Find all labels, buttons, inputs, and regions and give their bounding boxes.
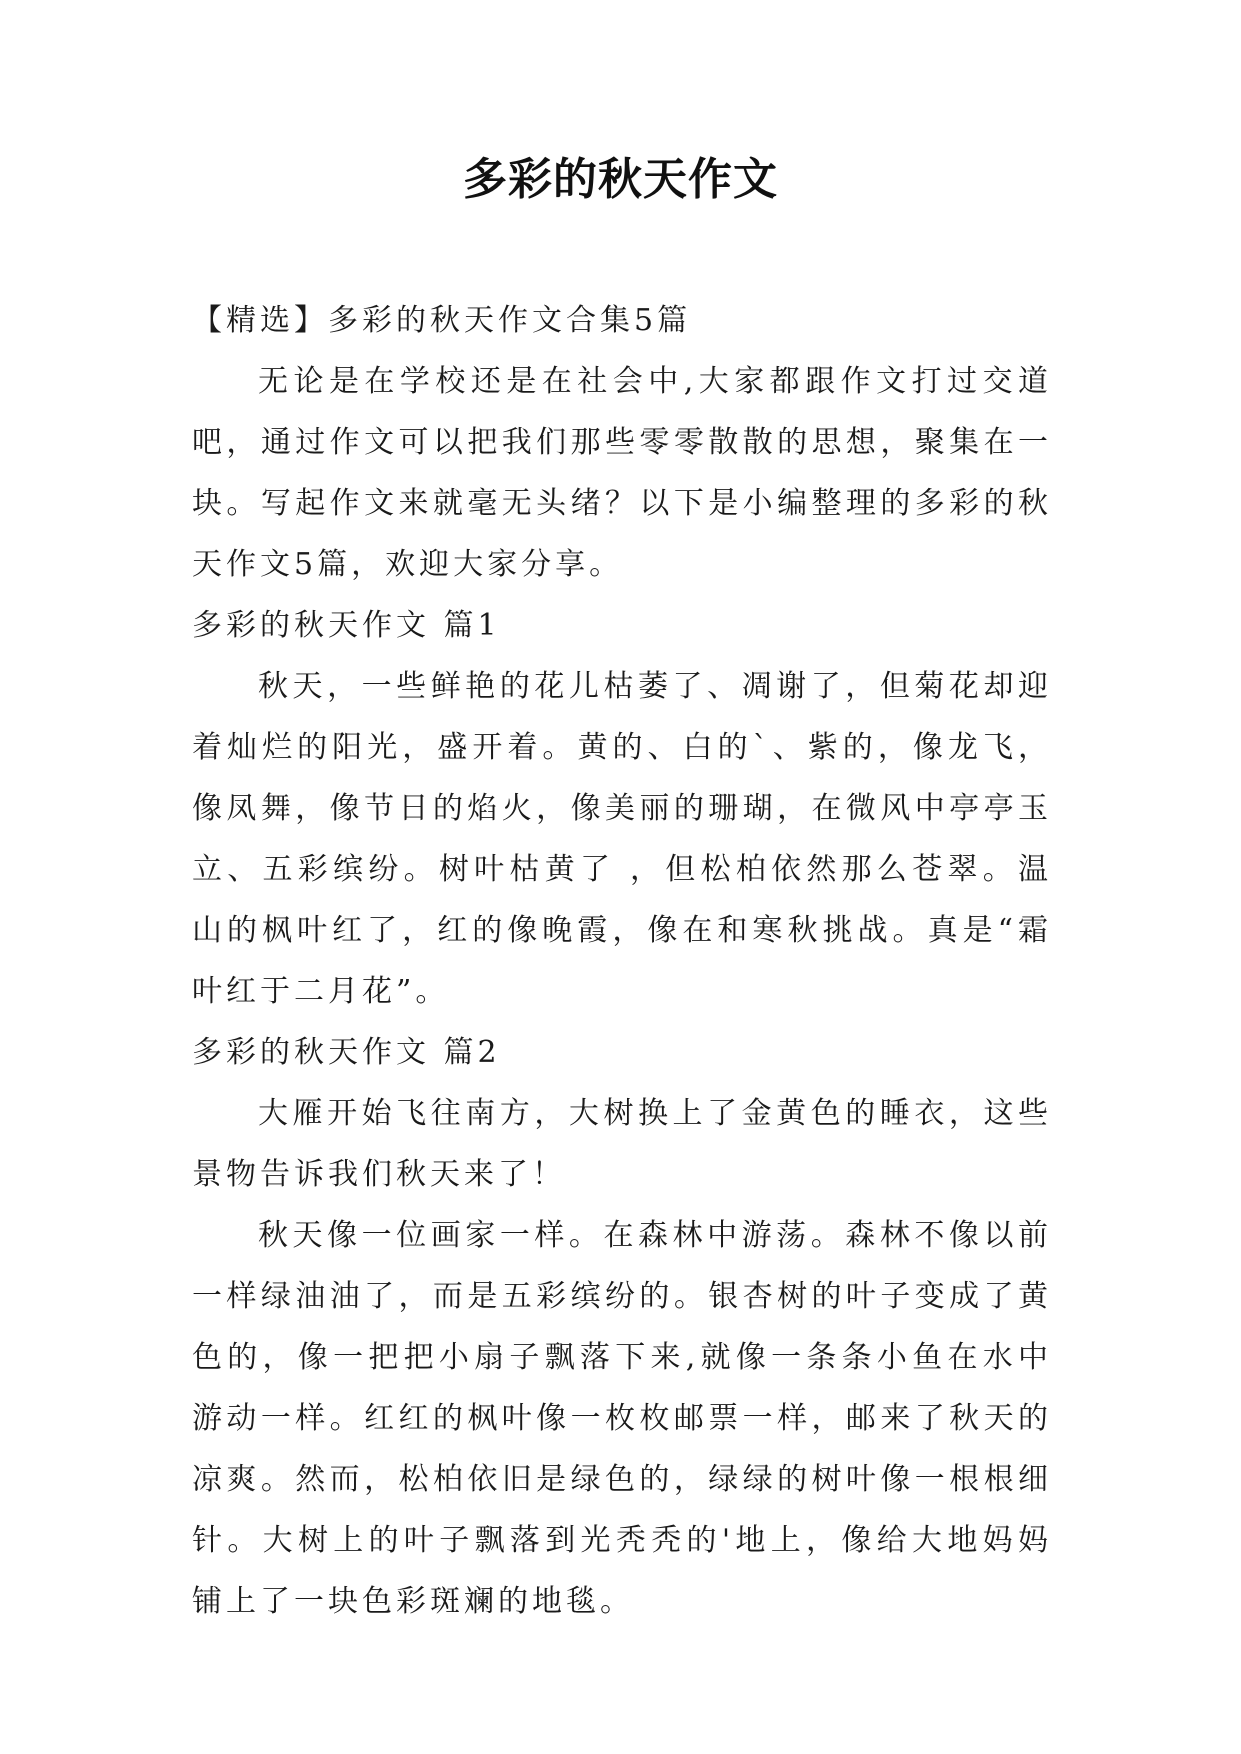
section-heading: 多彩的秋天作文 篇2 xyxy=(192,1035,501,1070)
section-paragraph: 秋天像一位画家一样。在森林中游荡。森林不像以前一样绿油油了，而是五彩缤纷的。银杏树的叶子变成了黄色的，像一把把小扇子飘落下来,就像一条条小鱼在水中游动一样。红红的枫叶像一枚枚邮票一样，邮来了秋天的凉爽。然而，松柏依旧是绿色的，绿绿的树叶像一根根细针。大树上的叶子飘落到光秃秃的'地上，像给大地妈妈铺上了一块色彩斑斓的地毯。 xyxy=(192,1218,1052,1619)
intro-paragraph: 无论是在学校还是在社会中,大家都跟作文打过交道吧，通过作文可以把我们那些零零散散的思想，聚集在一块。写起作文来就毫无头绪？以下是小编整理的多彩的秋天作文5篇，欢迎大家分享。 xyxy=(192,364,1052,582)
document-title: 多彩的秋天作文 xyxy=(463,154,778,205)
document-subtitle: 【精选】多彩的秋天作文合集5篇 xyxy=(192,303,692,338)
document-body xyxy=(192,290,1052,1632)
section-heading: 多彩的秋天作文 篇1 xyxy=(192,608,501,643)
section-paragraph: 大雁开始飞往南方，大树换上了金黄色的睡衣，这些景物告诉我们秋天来了！ xyxy=(192,1096,1052,1192)
section-paragraph: 秋天，一些鲜艳的花儿枯萎了、凋谢了，但菊花却迎着灿烂的阳光，盛开着。黄的、白的`、紫的，像龙飞，像凤舞，像节日的焰火，像美丽的珊瑚，在微风中亭亭玉立、五彩缤纷。树叶枯黄了 ，但松柏依然那么苍翠。温山的枫叶红了，红的像晚霞，像在和寒秋挑战。真是“霜叶红于二月花”。 xyxy=(192,669,1052,1009)
